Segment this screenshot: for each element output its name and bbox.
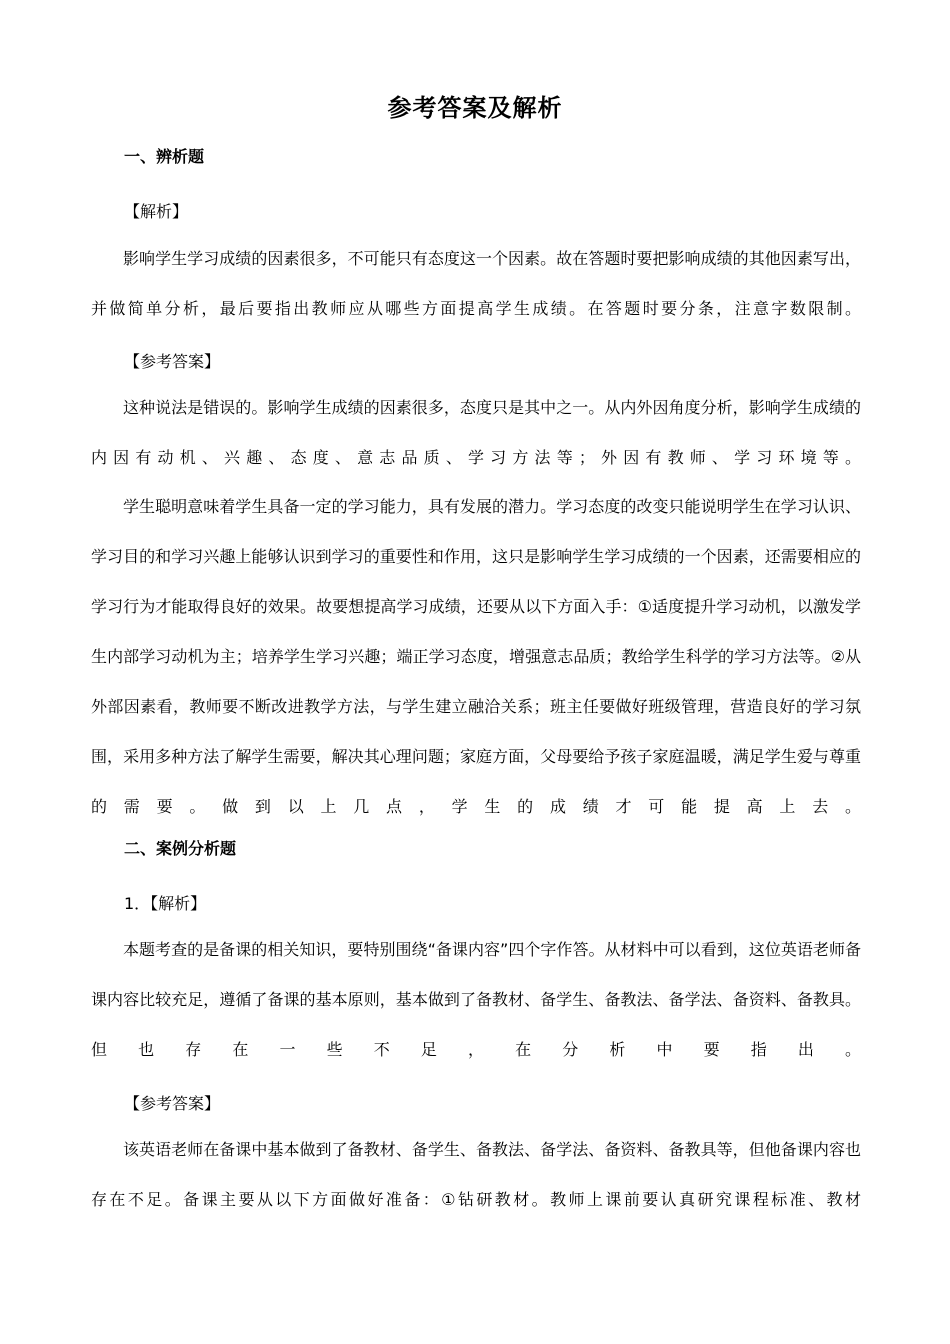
answer-paragraph-1: 这种说法是错误的。影响学生成绩的因素很多，态度只是其中之一。从内外因角度分析，影响学生成绩的内因有动机、兴趣、态度、意志品质、学习方法等；外因有教师、学习环境等。 bbox=[91, 398, 861, 467]
question-1-analysis-label: 1．【解析】 bbox=[124, 894, 207, 913]
answer-paragraph-2: 学生聪明意味着学生具备一定的学习能力，具有发展的潜力。学习态度的改变只能说明学生在学习认识、学习目的和学习兴趣上能够认识到学习的重要性和作用，这只是影响学生学习成绩的一个因素，还需要相应的学习行为才能取得良好的效果。故要想提高学习成绩，还要从以下方面入手：①适度提升学习动机，以激发学生内部学习动机为主；培养学生学习兴趣；端正学习态度，增强意志品质；教给学生科学的学习方法等。②从外部因素看，教师要不断改进教学方法，与学生建立融洽关系；班主任要做好班级管理，营造良好的学习氛围，采用多种方法了解学生需要，解决其心理问题；家庭方面，父母要给予孩子家庭温暖，满足学生爱与尊重的需要。做到以上几点，学生的成绩才可能提高上去。 bbox=[91, 497, 861, 816]
answer-label: 【参考答案】 bbox=[124, 352, 221, 371]
question-1-answer-label: 【参考答案】 bbox=[124, 1094, 221, 1113]
question-1-answer-paragraph: 该英语老师在备课中基本做到了备教材、备学生、备教法、备学法、备资料、备教具等，但他备课内容也存在不足。备课主要从以下方面做好准备：①钻研教材。教师上课前要认真研究课程标准、教材 bbox=[91, 1140, 861, 1209]
analysis-label: 【解析】 bbox=[124, 202, 189, 221]
analysis-paragraph: 影响学生学习成绩的因素很多，不可能只有态度这一个因素。故在答题时要把影响成绩的其他因素写出，并做简单分析，最后要指出教师应从哪些方面提高学生成绩。在答题时要分条，注意字数限制。 bbox=[91, 249, 861, 318]
page-title: 参考答案及解析 bbox=[387, 94, 563, 122]
section-heading-1: 一、辨析题 bbox=[124, 147, 205, 166]
question-1-analysis-paragraph: 本题考查的是备课的相关知识，要特别围绕“备课内容”四个字作答。从材料中可以看到，这位英语老师备课内容比较充足，遵循了备课的基本原则，基本做到了备教材、备学生、备教法、备学法、备资料、备教具。但也存在一些不足，在分析中要指出。 bbox=[91, 940, 861, 1059]
section-heading-2: 二、案例分析题 bbox=[124, 839, 237, 858]
